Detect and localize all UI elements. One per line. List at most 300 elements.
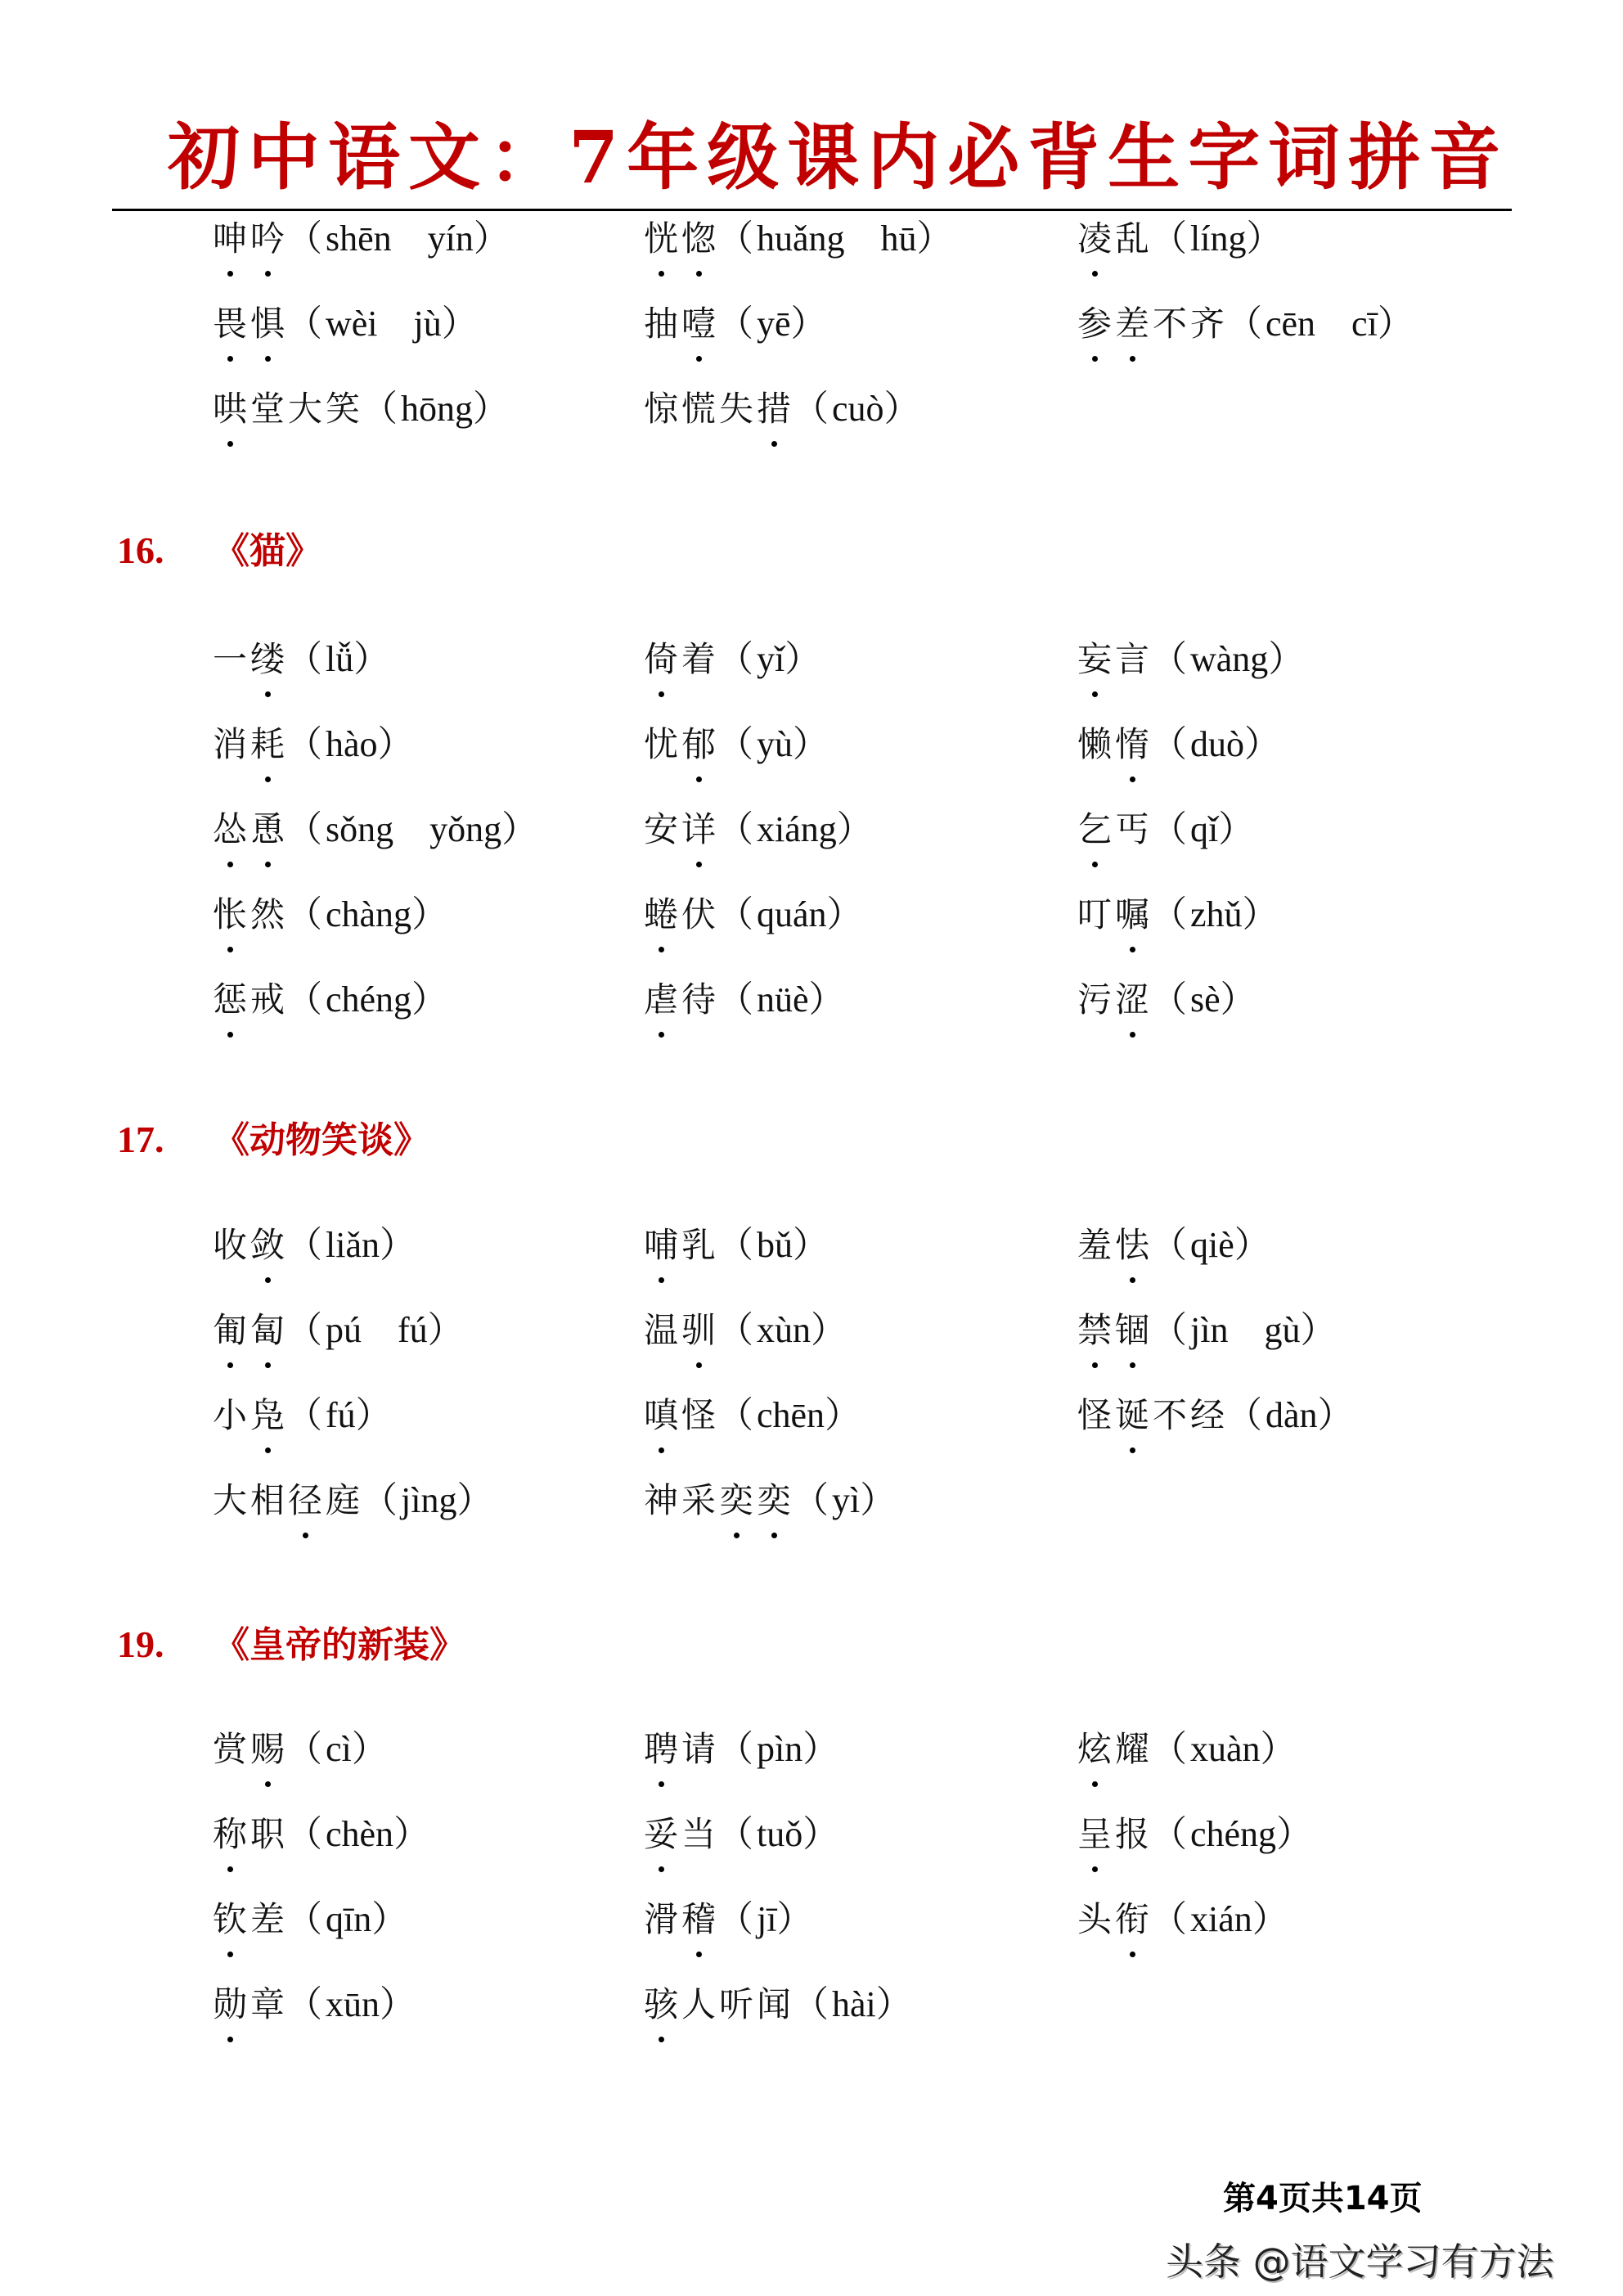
emphasized-character: 措 bbox=[755, 386, 793, 432]
emphasized-character: 径 bbox=[286, 1478, 324, 1524]
vocab-entry bbox=[1076, 892, 1279, 938]
emphasized-character: 乞 bbox=[1076, 807, 1113, 853]
open-paren: （ bbox=[1151, 639, 1187, 679]
emphasized-character: 赐 bbox=[249, 1727, 286, 1772]
vocab-word bbox=[211, 892, 286, 938]
vocab-word bbox=[642, 216, 717, 262]
character: 失 bbox=[718, 389, 753, 429]
emphasized-character: 惰 bbox=[1113, 722, 1151, 768]
vocab-entry bbox=[211, 637, 389, 682]
pinyin: yù bbox=[757, 724, 793, 764]
pinyin: sè bbox=[1190, 979, 1221, 1020]
close-paren: ） bbox=[1268, 639, 1305, 679]
open-paren: （ bbox=[1151, 1814, 1187, 1854]
section-number: 17. bbox=[117, 1119, 164, 1160]
character: 滑 bbox=[643, 1899, 678, 1939]
pinyin: cuò bbox=[832, 389, 884, 429]
open-paren: （ bbox=[1151, 894, 1187, 934]
emphasized-character: 恍 bbox=[642, 216, 680, 262]
open-paren: （ bbox=[286, 1899, 322, 1939]
close-paren: ） bbox=[1276, 1814, 1313, 1854]
emphasized-character: 敛 bbox=[249, 1222, 286, 1268]
vocab-row bbox=[0, 637, 1623, 694]
close-paren: ） bbox=[785, 639, 821, 679]
pinyin: qīn bbox=[326, 1899, 372, 1939]
vocab-entry bbox=[211, 892, 447, 938]
vocab-entry bbox=[642, 1812, 838, 1857]
open-paren: （ bbox=[717, 809, 753, 849]
section-heading bbox=[117, 530, 321, 572]
pinyin: nüè bbox=[757, 979, 809, 1020]
vocab-word bbox=[642, 1222, 717, 1268]
close-paren: ） bbox=[427, 1310, 464, 1350]
emphasized-character: 衔 bbox=[1113, 1897, 1151, 1943]
vocab-word bbox=[1076, 637, 1151, 682]
character: 经 bbox=[1189, 1395, 1225, 1435]
section-title: 《皇帝的新装》 bbox=[214, 1624, 465, 1666]
vocab-word bbox=[1076, 977, 1151, 1023]
vocab-word bbox=[642, 1897, 717, 1943]
open-paren: （ bbox=[793, 1480, 829, 1520]
vocab-entry bbox=[1076, 301, 1414, 347]
pinyin: xūn bbox=[326, 1984, 380, 2024]
open-paren: （ bbox=[717, 639, 753, 679]
vocab-entry bbox=[211, 1897, 407, 1943]
vocab-entry bbox=[642, 637, 820, 682]
emphasized-character: 骇 bbox=[642, 1982, 680, 2028]
emphasized-character: 哺 bbox=[642, 1222, 680, 1268]
open-paren: （ bbox=[286, 1310, 322, 1350]
character: 采 bbox=[681, 1480, 716, 1520]
section-title: 《动物笑谈》 bbox=[214, 1119, 429, 1161]
vocab-entry bbox=[211, 1812, 429, 1857]
open-paren: （ bbox=[717, 304, 753, 344]
vocab-row bbox=[0, 977, 1623, 1034]
emphasized-character: 妥 bbox=[642, 1812, 680, 1857]
vocab-entry bbox=[211, 1727, 388, 1772]
open-paren: （ bbox=[793, 389, 829, 429]
emphasized-character: 嗔 bbox=[642, 1393, 680, 1438]
emphasized-character: 凌 bbox=[1076, 216, 1113, 262]
vocab-entry bbox=[1076, 1222, 1270, 1268]
close-paren: ） bbox=[411, 979, 448, 1020]
vocab-word bbox=[642, 1812, 717, 1857]
vocab-entry bbox=[1076, 1812, 1312, 1857]
close-paren: ） bbox=[825, 1395, 861, 1435]
emphasized-character: 倚 bbox=[642, 637, 680, 682]
close-paren: ） bbox=[473, 218, 510, 259]
pinyin: pìn bbox=[757, 1729, 803, 1769]
pinyin: hài bbox=[832, 1984, 876, 2024]
vocab-entry bbox=[642, 892, 863, 938]
vocab-entry bbox=[211, 216, 510, 262]
open-paren: （ bbox=[286, 1225, 322, 1265]
open-paren: （ bbox=[1226, 304, 1262, 344]
vocab-row bbox=[0, 1727, 1623, 1784]
close-paren: ） bbox=[353, 639, 390, 679]
open-paren: （ bbox=[1151, 724, 1187, 764]
section-number: 16. bbox=[117, 529, 164, 571]
section-number: 19. bbox=[117, 1623, 164, 1665]
emphasized-character: 禁 bbox=[1076, 1308, 1113, 1353]
pinyin: qǐ bbox=[1190, 809, 1219, 849]
vocab-row bbox=[0, 386, 1623, 443]
vocab-entry bbox=[642, 977, 845, 1023]
close-paren: ） bbox=[793, 1225, 829, 1265]
character: 言 bbox=[1114, 639, 1149, 679]
pinyin: xùn bbox=[757, 1310, 811, 1350]
character: 羞 bbox=[1077, 1225, 1112, 1265]
open-paren: （ bbox=[717, 1225, 753, 1265]
vocab-row bbox=[0, 892, 1623, 949]
close-paren: ） bbox=[355, 1395, 392, 1435]
vocab-row bbox=[0, 722, 1623, 779]
vocab-word bbox=[1076, 1897, 1151, 1943]
character: 怪 bbox=[1077, 1395, 1112, 1435]
vocab-entry bbox=[642, 1727, 838, 1772]
close-paren: ） bbox=[456, 1480, 493, 1520]
pinyin: quán bbox=[757, 894, 827, 934]
open-paren: （ bbox=[286, 1984, 322, 2024]
vocab-entry bbox=[642, 1897, 812, 1943]
character: 堂 bbox=[250, 389, 285, 429]
open-paren: （ bbox=[286, 894, 322, 934]
vocab-entry bbox=[1076, 1727, 1297, 1772]
open-paren: （ bbox=[286, 1729, 322, 1769]
character: 丐 bbox=[1114, 809, 1149, 849]
emphasized-character: 钦 bbox=[211, 1897, 249, 1943]
pinyin: wèi jù bbox=[326, 304, 442, 344]
open-paren: （ bbox=[286, 979, 322, 1020]
vocab-word bbox=[642, 1727, 717, 1772]
pinyin: yì bbox=[832, 1480, 861, 1520]
pinyin: shēn yín bbox=[326, 218, 474, 259]
vocab-entry bbox=[211, 386, 509, 432]
close-paren: ） bbox=[473, 389, 509, 429]
open-paren: （ bbox=[1151, 1729, 1187, 1769]
vocab-entry bbox=[211, 807, 537, 853]
close-paren: ） bbox=[501, 809, 538, 849]
vocab-row bbox=[0, 216, 1623, 273]
pinyin: cì bbox=[326, 1729, 352, 1769]
close-paren: ） bbox=[1218, 809, 1255, 849]
emphasized-character: 惧 bbox=[249, 301, 286, 347]
title-divider bbox=[112, 209, 1512, 211]
vocab-row bbox=[0, 807, 1623, 864]
vocab-row bbox=[0, 1812, 1623, 1869]
pinyin: chéng bbox=[1190, 1814, 1277, 1854]
pinyin: tuǒ bbox=[757, 1814, 803, 1854]
vocab-word bbox=[1076, 722, 1151, 768]
close-paren: ） bbox=[1317, 1395, 1354, 1435]
close-paren: ） bbox=[1220, 979, 1257, 1020]
character: 不 bbox=[1152, 304, 1187, 344]
close-paren: ） bbox=[393, 1814, 430, 1854]
emphasized-character: 聘 bbox=[642, 1727, 680, 1772]
pinyin: hōng bbox=[401, 389, 473, 429]
open-paren: （ bbox=[286, 1395, 322, 1435]
close-paren: ） bbox=[803, 1814, 839, 1854]
open-paren: （ bbox=[717, 1814, 753, 1854]
character: 请 bbox=[681, 1729, 716, 1769]
character: 消 bbox=[212, 724, 247, 764]
character: 大 bbox=[287, 389, 322, 429]
close-paren: ） bbox=[1260, 1729, 1297, 1769]
vocab-entry bbox=[642, 807, 873, 853]
emphasized-character: 虐 bbox=[642, 977, 680, 1023]
vocab-entry bbox=[642, 1222, 829, 1268]
vocab-word bbox=[1076, 1222, 1151, 1268]
vocab-word bbox=[211, 637, 286, 682]
emphasized-character: 畏 bbox=[211, 301, 249, 347]
close-paren: ） bbox=[860, 1480, 897, 1520]
vocab-word bbox=[211, 1727, 286, 1772]
close-paren: ） bbox=[1246, 218, 1283, 259]
character: 怪 bbox=[681, 1395, 716, 1435]
pinyin: fú bbox=[326, 1395, 356, 1435]
vocab-word bbox=[642, 1308, 717, 1353]
emphasized-character: 炫 bbox=[1076, 1727, 1113, 1772]
open-paren: （ bbox=[286, 218, 322, 259]
character: 叮 bbox=[1077, 894, 1112, 934]
vocab-word bbox=[642, 722, 717, 768]
emphasized-character: 吟 bbox=[249, 216, 286, 262]
character: 懒 bbox=[1077, 724, 1112, 764]
pinyin: chéng bbox=[326, 979, 412, 1020]
character: 差 bbox=[250, 1899, 285, 1939]
character: 温 bbox=[643, 1310, 678, 1350]
vocab-entry bbox=[211, 1393, 392, 1438]
vocab-word bbox=[1076, 301, 1226, 347]
close-paren: ） bbox=[808, 979, 845, 1020]
character: 头 bbox=[1077, 1899, 1112, 1939]
emphasized-character: 驯 bbox=[680, 1308, 717, 1353]
open-paren: （ bbox=[717, 1899, 753, 1939]
vocab-word bbox=[1076, 1308, 1151, 1353]
pinyin: lǚ bbox=[326, 639, 354, 679]
close-paren: ） bbox=[803, 1729, 839, 1769]
character: 当 bbox=[681, 1814, 716, 1854]
vocab-word bbox=[642, 1478, 793, 1524]
vocab-entry bbox=[1076, 216, 1282, 262]
pinyin: xiáng bbox=[757, 809, 837, 849]
close-paren: ） bbox=[836, 809, 873, 849]
vocab-entry bbox=[211, 1308, 464, 1353]
vocab-entry bbox=[1076, 637, 1304, 682]
vocab-entry bbox=[211, 1982, 416, 2028]
vocab-word bbox=[642, 1393, 717, 1438]
vocab-entry bbox=[211, 722, 414, 768]
character: 不 bbox=[1152, 1395, 1187, 1435]
character: 大 bbox=[212, 1480, 247, 1520]
emphasized-character: 噎 bbox=[680, 301, 717, 347]
emphasized-character: 称 bbox=[211, 1812, 249, 1857]
pinyin: yǐ bbox=[757, 639, 785, 679]
character: 戒 bbox=[250, 979, 285, 1020]
pinyin: xuàn bbox=[1190, 1729, 1261, 1769]
vocab-word bbox=[211, 386, 362, 432]
vocab-word bbox=[642, 1982, 793, 2028]
vocab-word bbox=[642, 807, 717, 853]
character: 赏 bbox=[212, 1729, 247, 1769]
open-paren: （ bbox=[1151, 1225, 1187, 1265]
close-paren: ） bbox=[441, 304, 478, 344]
open-paren: （ bbox=[717, 1729, 753, 1769]
vocab-entry bbox=[211, 1222, 416, 1268]
vocab-entry bbox=[642, 1393, 861, 1438]
vocab-row bbox=[0, 1308, 1623, 1365]
close-paren: ） bbox=[793, 724, 829, 764]
open-paren: （ bbox=[793, 1984, 829, 2024]
emphasized-character: 详 bbox=[680, 807, 717, 853]
character: 抽 bbox=[643, 304, 678, 344]
character: 忧 bbox=[643, 724, 678, 764]
vocab-word bbox=[211, 1308, 286, 1353]
pinyin: huǎng hū bbox=[757, 218, 917, 259]
pinyin: jìn gù bbox=[1190, 1310, 1301, 1350]
vocab-word bbox=[211, 1478, 362, 1524]
vocab-entry bbox=[211, 301, 478, 347]
close-paren: ） bbox=[411, 894, 448, 934]
vocab-word bbox=[642, 637, 717, 682]
character: 人 bbox=[681, 1984, 716, 2024]
character: 报 bbox=[1114, 1814, 1149, 1854]
vocab-entry bbox=[1076, 1393, 1354, 1438]
open-paren: （ bbox=[1151, 809, 1187, 849]
vocab-word bbox=[1076, 1393, 1226, 1438]
emphasized-character: 怯 bbox=[1113, 1222, 1151, 1268]
character: 耀 bbox=[1114, 1729, 1149, 1769]
character: 职 bbox=[250, 1814, 285, 1854]
character: 收 bbox=[212, 1225, 247, 1265]
vocab-word bbox=[1076, 807, 1151, 853]
open-paren: （ bbox=[717, 218, 753, 259]
vocab-row bbox=[0, 1222, 1623, 1280]
character: 污 bbox=[1077, 979, 1112, 1020]
vocab-entry bbox=[1076, 977, 1257, 1023]
pinyin: qiè bbox=[1190, 1225, 1234, 1265]
emphasized-character: 诞 bbox=[1113, 1393, 1151, 1438]
vocab-word bbox=[211, 1222, 286, 1268]
section-title: 《猫》 bbox=[214, 530, 321, 572]
vocab-word bbox=[642, 892, 717, 938]
section-heading bbox=[117, 1624, 465, 1666]
emphasized-character: 怂 bbox=[211, 807, 249, 853]
close-paren: ） bbox=[1234, 1225, 1270, 1265]
vocab-word bbox=[1076, 1727, 1151, 1772]
open-paren: （ bbox=[717, 724, 753, 764]
emphasized-character: 稽 bbox=[680, 1897, 717, 1943]
open-paren: （ bbox=[1151, 1899, 1187, 1939]
close-paren: ） bbox=[371, 1899, 408, 1939]
emphasized-character: 奕 bbox=[755, 1478, 793, 1524]
emphasized-character: 凫 bbox=[249, 1393, 286, 1438]
character: 一 bbox=[212, 639, 247, 679]
pinyin: duò bbox=[1190, 724, 1244, 764]
pinyin: chēn bbox=[757, 1395, 825, 1435]
pinyin: dàn bbox=[1266, 1395, 1318, 1435]
character: 乱 bbox=[1114, 218, 1149, 259]
vocab-word bbox=[211, 722, 286, 768]
emphasized-character: 参 bbox=[1076, 301, 1113, 347]
open-paren: （ bbox=[286, 639, 322, 679]
character: 小 bbox=[212, 1395, 247, 1435]
vocab-entry bbox=[642, 1308, 847, 1353]
pinyin: yē bbox=[757, 304, 791, 344]
close-paren: ） bbox=[916, 218, 953, 259]
pinyin: zhǔ bbox=[1190, 894, 1243, 934]
close-paren: ） bbox=[380, 1984, 416, 2024]
vocab-entry bbox=[642, 1982, 912, 2028]
close-paren: ） bbox=[1244, 724, 1280, 764]
vocab-entry bbox=[211, 1478, 492, 1524]
vocab-entry bbox=[211, 977, 447, 1023]
watermark: 头条 @语文学习有方法 bbox=[1166, 2240, 1554, 2284]
character: 闻 bbox=[756, 1984, 791, 2024]
character: 神 bbox=[643, 1480, 678, 1520]
vocab-word bbox=[642, 977, 717, 1023]
vocab-word bbox=[211, 1393, 286, 1438]
pinyin: wàng bbox=[1190, 639, 1269, 679]
emphasized-character: 怅 bbox=[211, 892, 249, 938]
close-paren: ） bbox=[1300, 1310, 1337, 1350]
pinyin: xián bbox=[1190, 1899, 1252, 1939]
emphasized-character: 惩 bbox=[211, 977, 249, 1023]
pinyin: hào bbox=[326, 724, 378, 764]
character: 伏 bbox=[681, 894, 716, 934]
vocab-row bbox=[0, 301, 1623, 358]
character: 庭 bbox=[325, 1480, 360, 1520]
close-paren: ） bbox=[776, 1899, 813, 1939]
emphasized-character: 匐 bbox=[249, 1308, 286, 1353]
emphasized-character: 郁 bbox=[680, 722, 717, 768]
vocab-word bbox=[642, 386, 793, 432]
emphasized-character: 恿 bbox=[249, 807, 286, 853]
character: 然 bbox=[250, 894, 285, 934]
emphasized-character: 妄 bbox=[1076, 637, 1113, 682]
open-paren: （ bbox=[717, 894, 753, 934]
character: 乳 bbox=[681, 1225, 716, 1265]
vocab-word bbox=[642, 301, 717, 347]
character: 笑 bbox=[325, 389, 360, 429]
page-title: 初中语文：7年级课内必背生字词拼音 bbox=[168, 115, 1509, 200]
vocab-entry bbox=[642, 301, 827, 347]
open-paren: （ bbox=[1226, 1395, 1262, 1435]
open-paren: （ bbox=[717, 1310, 753, 1350]
vocab-entry bbox=[1076, 807, 1254, 853]
vocab-row bbox=[0, 1982, 1623, 2039]
vocab-word bbox=[1076, 892, 1151, 938]
character: 听 bbox=[718, 1984, 753, 2024]
close-paren: ） bbox=[377, 724, 414, 764]
pinyin: cēn cī bbox=[1266, 304, 1378, 344]
open-paren: （ bbox=[286, 304, 322, 344]
vocab-entry bbox=[1076, 1897, 1288, 1943]
section-heading bbox=[117, 1119, 429, 1161]
emphasized-character: 勋 bbox=[211, 1982, 249, 2028]
pinyin: jìng bbox=[401, 1480, 457, 1520]
pinyin: bǔ bbox=[757, 1225, 793, 1265]
open-paren: （ bbox=[1151, 218, 1187, 259]
emphasized-character: 呻 bbox=[211, 216, 249, 262]
emphasized-character: 耗 bbox=[249, 722, 286, 768]
pinyin: líng bbox=[1190, 218, 1247, 259]
vocab-entry bbox=[642, 216, 953, 262]
character: 安 bbox=[643, 809, 678, 849]
close-paren: ） bbox=[826, 894, 863, 934]
vocab-word bbox=[211, 1812, 286, 1857]
vocab-word bbox=[211, 216, 286, 262]
